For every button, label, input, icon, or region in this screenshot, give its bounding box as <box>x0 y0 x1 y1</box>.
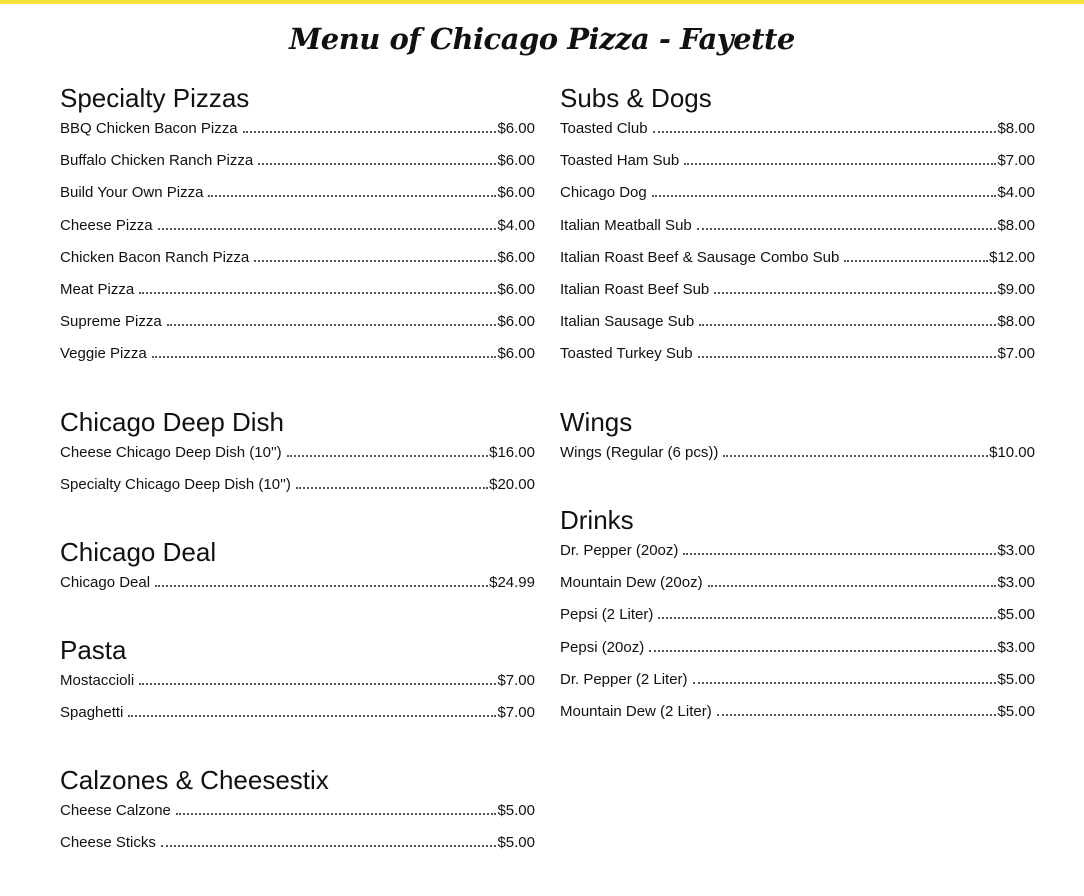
menu-item-name: Supreme Pizza <box>60 313 162 331</box>
menu-item-name: Mostaccioli <box>60 672 135 689</box>
menu-item <box>60 345 535 377</box>
menu-item <box>60 313 535 345</box>
menu-item <box>60 249 535 281</box>
menu-item-price: $7.00 <box>497 704 535 722</box>
dot-leader <box>176 812 497 815</box>
menu-item-name: Mountain Dew (2 Liter) <box>560 702 712 720</box>
menu-item-price: $9.00 <box>997 280 1035 298</box>
menu-item-list <box>60 574 535 606</box>
dot-leader <box>699 323 996 326</box>
dot-leader <box>158 227 497 230</box>
menu-item-name: Spaghetti <box>60 704 124 722</box>
dot-leader <box>167 323 497 326</box>
menu-title: Menu of Chicago Pizza - Fayette <box>289 22 795 56</box>
menu-item-name: Chicken Bacon Ranch Pizza <box>60 248 250 266</box>
menu-item-price: $5.00 <box>997 606 1035 624</box>
menu-item-name: Cheese Chicago Deep Dish (10'') <box>60 444 282 461</box>
menu-item-name: Chicago Deal <box>60 574 151 591</box>
menu-item-price: $5.00 <box>997 702 1035 720</box>
menu-item-name: Toasted Ham Sub <box>560 152 680 170</box>
menu-item <box>560 345 1035 377</box>
menu-item-name: Wings (Regular (6 pcs)) <box>560 444 719 461</box>
menu-item <box>60 574 535 606</box>
dot-leader <box>254 259 496 262</box>
dot-leader <box>698 355 997 358</box>
menu-item-price: $6.00 <box>497 184 535 202</box>
menu-item <box>60 802 535 834</box>
menu-item-price: $5.00 <box>497 834 535 852</box>
menu-item <box>560 671 1035 703</box>
menu-item <box>560 184 1035 216</box>
section-title: Wings <box>560 407 633 437</box>
menu-item-price: $7.00 <box>497 672 535 689</box>
menu-item-name: Toasted Turkey Sub <box>560 345 693 363</box>
menu-item <box>60 672 535 704</box>
menu-item-name: Pepsi (20oz) <box>560 638 645 656</box>
menu-item-name: Italian Roast Beef & Sausage Combo Sub <box>560 248 840 266</box>
dot-leader <box>649 649 996 652</box>
menu-item <box>60 476 535 508</box>
menu-item <box>560 574 1035 606</box>
top-accent-bar <box>0 0 1084 4</box>
menu-item <box>560 281 1035 313</box>
menu-item-price: $3.00 <box>997 542 1035 559</box>
menu-item-list <box>60 672 535 736</box>
menu-item-name: Chicago Dog <box>560 184 647 202</box>
dot-leader <box>161 844 497 847</box>
menu-item <box>60 120 535 152</box>
menu-section-wings <box>560 402 1035 476</box>
section-title: Chicago Deal <box>60 537 217 567</box>
menu-item <box>60 704 535 736</box>
menu-item-price: $6.00 <box>497 248 535 266</box>
menu-item-price: $6.00 <box>497 345 535 363</box>
menu-item-price: $24.99 <box>489 574 535 591</box>
menu-item-price: $6.00 <box>497 152 535 170</box>
menu-item <box>60 281 535 313</box>
menu-item-name: Meat Pizza <box>60 280 135 298</box>
menu-section-chicago-deep-dish <box>60 402 535 508</box>
dot-leader <box>653 130 997 133</box>
menu-item-list <box>60 802 535 866</box>
menu-section-chicago-deal <box>60 532 535 606</box>
menu-item-price: $10.00 <box>989 444 1035 461</box>
menu-item <box>560 217 1035 249</box>
dot-leader <box>258 162 496 165</box>
dot-leader <box>683 552 996 555</box>
dot-leader <box>844 259 988 262</box>
dot-leader <box>714 291 996 294</box>
menu-item-price: $8.00 <box>997 313 1035 331</box>
section-title: Drinks <box>560 505 634 535</box>
menu-item-price: $4.00 <box>997 184 1035 202</box>
menu-item-price: $5.00 <box>497 802 535 819</box>
menu-item <box>60 184 535 216</box>
menu-item-price: $3.00 <box>997 574 1035 592</box>
menu-item-name: Pepsi (2 Liter) <box>560 606 654 624</box>
dot-leader <box>708 584 997 587</box>
dot-leader <box>139 682 496 685</box>
menu-section-calzones-and-cheesestix <box>60 760 535 866</box>
menu-item-price: $12.00 <box>989 248 1035 266</box>
menu-item-list <box>60 444 535 508</box>
section-title: Subs & Dogs <box>560 83 712 113</box>
dot-leader <box>287 454 488 457</box>
menu-item <box>560 703 1035 735</box>
menu-item-price: $7.00 <box>997 345 1035 363</box>
menu-item-name: Build Your Own Pizza <box>60 184 204 202</box>
menu-item <box>60 834 535 866</box>
dot-leader <box>208 194 496 197</box>
menu-item-name: Italian Meatball Sub <box>560 216 692 234</box>
menu-item-name: Veggie Pizza <box>60 345 147 363</box>
menu-item-name: Italian Roast Beef Sub <box>560 280 710 298</box>
menu-item-name: Dr. Pepper (2 Liter) <box>560 670 688 688</box>
menu-item-price: $16.00 <box>489 444 535 461</box>
menu-item-name: Cheese Pizza <box>60 216 153 234</box>
menu-item-price: $8.00 <box>997 216 1035 234</box>
menu-item-list <box>560 120 1035 378</box>
dot-leader <box>128 714 496 717</box>
dot-leader <box>693 681 997 684</box>
section-title: Chicago Deep Dish <box>60 407 285 437</box>
section-title: Specialty Pizzas <box>60 83 250 113</box>
menu-item <box>560 249 1035 281</box>
menu-item-name: Toasted Club <box>560 120 648 137</box>
menu-item-name: Mountain Dew (20oz) <box>560 574 703 592</box>
menu-item <box>560 313 1035 345</box>
menu-section-pasta <box>60 630 535 736</box>
menu-item-name: Cheese Calzone <box>60 802 171 819</box>
menu-section-specialty-pizzas <box>60 78 535 378</box>
menu-item-name: BBQ Chicken Bacon Pizza <box>60 120 238 137</box>
menu-item <box>560 120 1035 152</box>
menu-item-price: $4.00 <box>497 216 535 234</box>
dot-leader <box>723 454 988 457</box>
section-title: Calzones & Cheesestix <box>60 765 329 795</box>
dot-leader <box>243 130 497 133</box>
dot-leader <box>152 355 497 358</box>
menu-item <box>560 444 1035 476</box>
dot-leader <box>139 291 496 294</box>
menu-item <box>560 639 1035 671</box>
menu-section-subs-and-dogs <box>560 78 1035 378</box>
dot-leader <box>155 584 488 587</box>
dot-leader <box>717 713 997 716</box>
dot-leader <box>658 616 996 619</box>
dot-leader <box>697 227 997 230</box>
section-title: Pasta <box>60 635 127 665</box>
dot-leader <box>652 194 997 197</box>
menu-item <box>60 152 535 184</box>
dot-leader <box>296 486 488 489</box>
menu-item-name: Specialty Chicago Deep Dish (10'') <box>60 476 291 494</box>
menu-item <box>560 606 1035 638</box>
menu-item-price: $20.00 <box>489 476 535 494</box>
menu-item-price: $6.00 <box>497 313 535 331</box>
menu-item-price: $6.00 <box>497 280 535 298</box>
menu-item-list <box>560 542 1035 735</box>
menu-item-price: $8.00 <box>997 120 1035 137</box>
menu-item <box>60 217 535 249</box>
menu-item-name: Italian Sausage Sub <box>560 313 695 331</box>
menu-item-price: $7.00 <box>997 152 1035 170</box>
menu-item-name: Buffalo Chicken Ranch Pizza <box>60 152 254 170</box>
menu-item-name: Dr. Pepper (20oz) <box>560 542 679 559</box>
menu-item-list <box>60 120 535 378</box>
menu-item <box>560 542 1035 574</box>
menu-item-price: $3.00 <box>997 638 1035 656</box>
menu-item-list <box>560 444 1035 476</box>
menu-item-price: $6.00 <box>497 120 535 137</box>
menu-item-name: Cheese Sticks <box>60 834 156 852</box>
menu-section-drinks <box>560 500 1035 735</box>
menu-item <box>60 444 535 476</box>
menu-item <box>560 152 1035 184</box>
menu-item-price: $5.00 <box>997 670 1035 688</box>
dot-leader <box>684 162 996 165</box>
